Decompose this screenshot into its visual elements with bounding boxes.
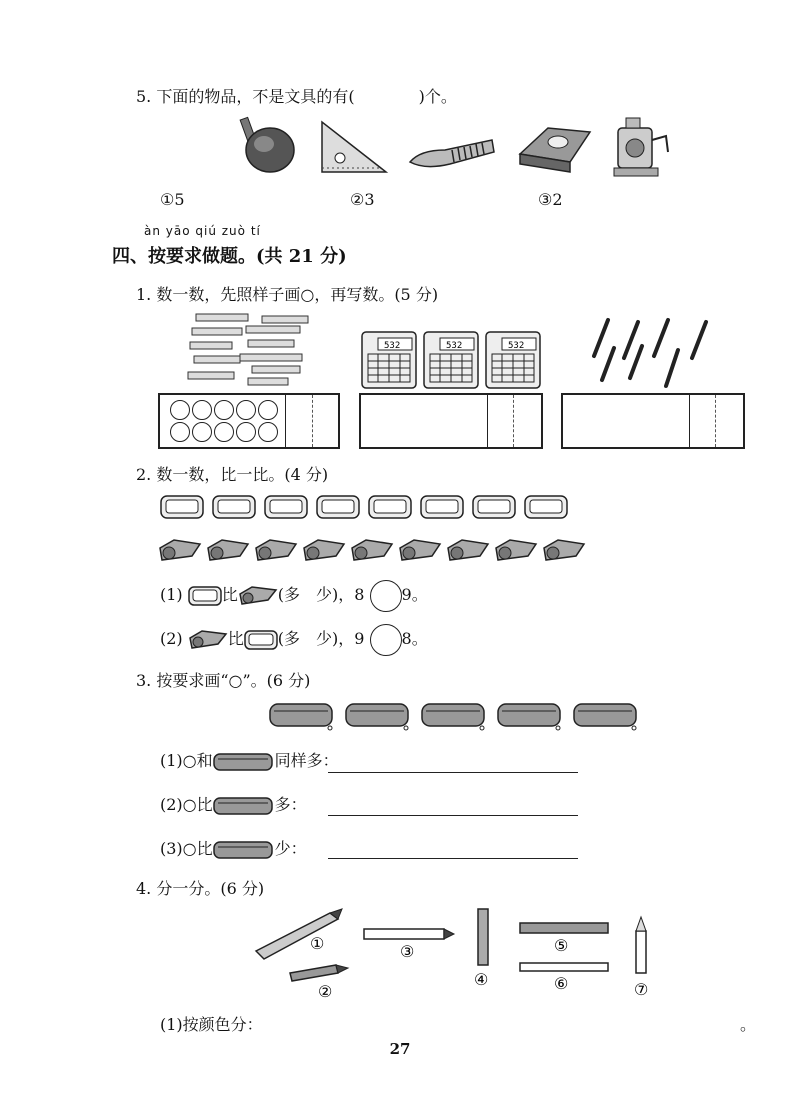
q2-sub2: (2) 比 (多 少)，9 8。 [160,622,428,656]
sharpener-icon [494,536,538,564]
ruler-4-icon [478,909,488,965]
calculator-icon [486,332,540,388]
ruler-5-icon [520,923,608,933]
q4-text: 4. 分一分。(6 分) [136,879,265,898]
q2-sub2-choice[interactable]: (多 少)，9 [277,629,365,648]
sharpener-icon [254,536,298,564]
sharpener-icon [398,536,442,564]
set-square-icon [322,122,386,172]
q5-question [136,84,457,107]
eraser-icon [212,494,258,522]
q2-sub1-compare-circle[interactable] [370,580,402,612]
pencils-illustration [586,316,716,392]
svg-text:⑦: ⑦ [634,980,649,999]
eraser-row [160,494,600,524]
q3-text: 3. 按要求画“○”。(6 分) [136,671,311,690]
q4-sub1: (1)按颜色分： [160,1015,263,1034]
eraser-icon [420,494,466,522]
pencil-sharpener-icon [614,118,668,176]
q3-sub3: (3)○比 少： [160,836,307,862]
section4-pinyin: àn yāo qiú zuò tí [144,224,261,238]
comb-icon [410,140,494,167]
pencil-3-icon [364,929,454,939]
svg-text:532: 532 [508,341,525,351]
section4-title: 四、按要求做题。(共 21 分) [112,246,347,267]
pencil-case-icon [344,700,412,732]
sharpener-icon [302,536,346,564]
svg-text:532: 532 [446,341,463,351]
pencil-case-icon [213,795,275,817]
svg-text:①: ① [310,934,325,953]
q5-text-after: )个。 [418,87,457,106]
calculator-icon [424,332,478,388]
pencil-case-icon [268,700,336,732]
q3-sub1-answer-line[interactable] [328,772,578,773]
svg-text:⑥: ⑥ [554,974,569,993]
eraser-icon [264,494,310,522]
sharpener-icon [446,536,490,564]
sharpener-row [158,536,608,566]
svg-text:④: ④ [474,970,489,989]
sharpener-icon [188,628,228,652]
q2-text: 2. 数一数，比一比。(4 分) [136,465,329,484]
q4-items [254,905,664,1005]
svg-text:③: ③ [400,942,415,961]
pencil-7-icon [636,917,646,973]
stray-mark: 。 [740,1015,757,1034]
q5-text-before: 5. 下面的物品，不是文具的有( [136,87,355,106]
pencil-case-icon [572,700,640,732]
pencil-case-icon [213,751,275,773]
q3-sub2: (2)○比 多： [160,792,307,818]
q2-sub1-choice[interactable]: (多 少)，8 [277,585,365,604]
q5-option-2[interactable]: ②3 [350,190,375,209]
svg-text:②: ② [318,982,333,1001]
q2-sub1: (1) 比 (多 少)，8 9。 [160,578,428,612]
svg-text:⑤: ⑤ [554,936,569,955]
pencil-case-icon [420,700,488,732]
eraser-icon [316,494,362,522]
sharpener-icon [542,536,586,564]
calculators-illustration [358,330,548,392]
q5-option-3[interactable]: ③2 [538,190,563,209]
q5-items [230,112,680,182]
q1-answer-box-rulers [158,393,340,449]
svg-text:532: 532 [384,341,401,351]
eraser-icon [188,585,222,607]
pencil-case-icon [496,700,564,732]
q3-sub3-answer-line[interactable] [328,858,578,859]
q5-option-1[interactable]: ①5 [160,190,185,209]
q3-sub1: (1)○和 同样多： [160,748,339,774]
eraser-icon [524,494,570,522]
pencil-1-icon [256,909,342,959]
sharpener-icon [238,584,278,608]
pencil-2-icon [290,965,348,981]
pencil-box-icon [520,128,590,172]
sharpener-icon [350,536,394,564]
q1-text: 1. 数一数，先照样子画○，再写数。(5 分) [136,285,439,304]
eraser-icon [160,494,206,522]
pencil-case-icon [213,839,275,861]
eraser-icon [472,494,518,522]
sharpener-icon [158,536,202,564]
q2-sub2-compare-circle[interactable] [370,624,402,656]
q1-answer-box-pencils[interactable] [561,393,745,449]
calculator-icon [362,332,416,388]
q1-answer-box-calculators[interactable] [359,393,543,449]
q3-sub2-answer-line[interactable] [328,815,578,816]
eraser-icon [368,494,414,522]
ruler-6-icon [520,963,608,971]
eraser-icon [244,629,278,651]
pencil-case-row [268,700,648,734]
page-number: 27 [389,1040,411,1058]
ping-pong-paddle-icon [240,117,294,172]
sharpener-icon [206,536,250,564]
rulers-illustration [186,310,316,390]
